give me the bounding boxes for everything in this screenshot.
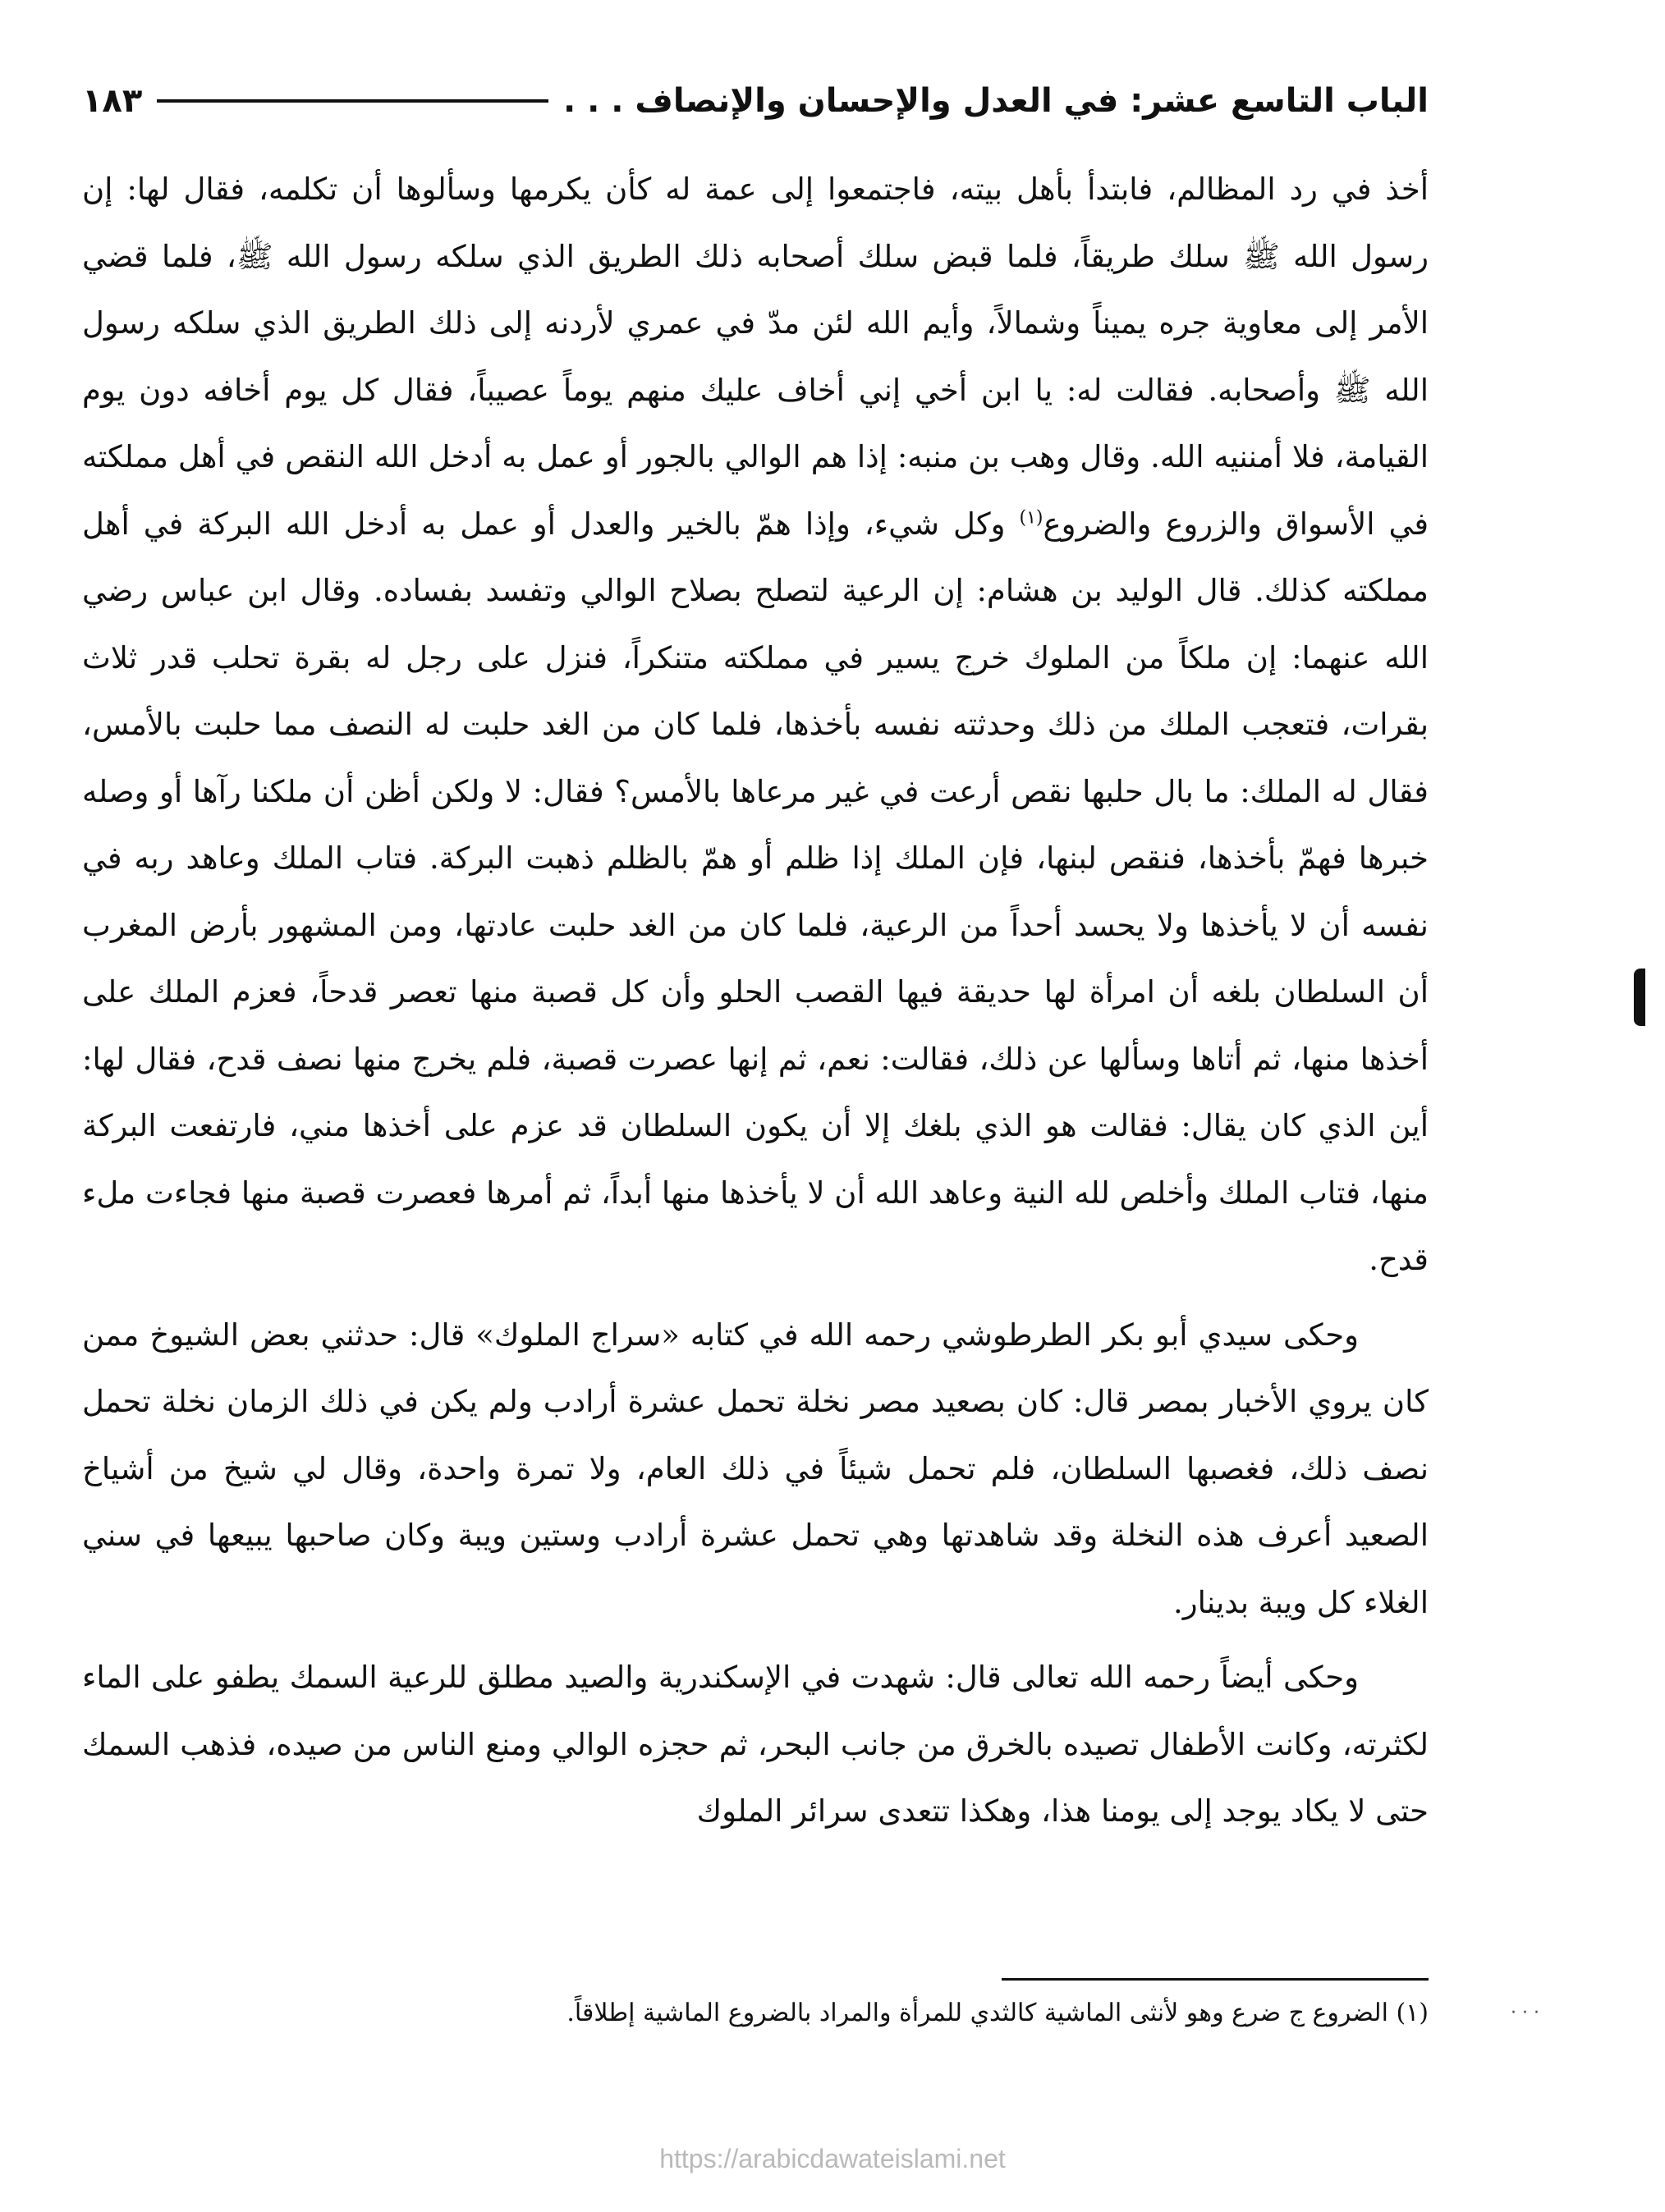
footnote: (١) الضروع ج ضرع وهو لأنثى الماشية كالثدي للمرأة والمراد بالضروع الماشية إطلاقاً. xyxy=(566,1999,1429,2027)
paragraph-1-part-1: أخذ في رد المظالم، فابتدأ بأهل بيته، فاجتمعوا إلى عمة له كأن يكرمها وسألوها أن تكلمه، فقال لها: إن رسول الله ﷺ سلك طريقاً، فلما قبض سلك أصحابه ذلك الطريق الذي سلكه رسول الله ﷺ، فلما قضي الأمر إلى معاوية جره يميناً وشمالاً، وأيم الله لئن مدّ في عمري لأردنه إلى ذلك الطريق الذي سلكه رسول الله ﷺ وأصحابه. فقالت له: يا ابن أخي إني أخاف عليك منهم يوماً عصيباً، فقال كل يوم أخافه دون يوم القيامة، فلا أمننيه الله. وقال وهب بن منبه: إذا هم الوالي بالجور أو عمل به أدخل الله النقص في أهل مملكته في الأسواق والزروع والضروع xyxy=(82,172,1429,542)
footnote-divider xyxy=(1002,1978,1429,1981)
header-rule xyxy=(157,99,548,103)
page-number: ١٨٣ xyxy=(82,82,143,120)
scan-specks: · · · xyxy=(1511,2003,1539,2023)
scan-binding-mark xyxy=(1634,969,1645,1026)
paragraph-1-part-2: وكل شيء، وإذا همّ بالخير والعدل أو عمل به أدخل الله البركة في أهل مملكته كذلك. قال الوليد بن هشام: إن الرعية لتصلح بصلاح الوالي وتفسد بفساده. وقال ابن عباس رضي الله عنهما: إن ملكاً من الملوك خرج يسير في مملكته متنكراً، فنزل على رجل له بقرة تحلب قدر ثلاث بقرات، فتعجب الملك من ذلك وحدثته نفسه بأخذها، فلما كان من الغد حلبت له النصف مما حلبت بالأمس، فقال له الملك: ما بال حلبها نقص أرعت في غير مرعاها بالأمس؟ فقال: لا ولكن أظن أن ملكنا رآها أو وصله خبرها فهمّ بأخذها، فنقص لبنها، فإن الملك إذا ظلم أو همّ بالظلم ذهبت البركة. فتاب الملك وعاهد ربه في نفسه أن لا يأخذها ولا يحسد أحداً من الرعية، فلما كان من الغد حلبت عادتها، ومن المشهور بأرض المغرب أن السلطان بلغه أن امرأة لها حديقة فيها القصب الحلو وأن كل قصبة منها تعصر قدحاً، فعزم الملك على أخذها منها، ثم أتاها وسألها عن ذلك، فقالت: نعم، ثم إنها عصرت قصبة، فلم يخرج منها نصف قدح، فقال لها: أين الذي كان يقال: فقالت هو الذي بلغك إلا أن يكون السلطان قد عزم على أخذها مني، فارتفعت البركة منها، فتاب الملك وأخلص لله النية وعاهد الله أن لا يأخذها منها أبداً، ثم أمرها فعصرت قصبة منها فجاءت ملء قدح. xyxy=(82,506,1429,1277)
paragraph-3: وحكى أيضاً رحمه الله تعالى قال: شهدت في الإسكندرية والصيد مطلق للرعية السمك يطفو على الماء لكثرته، وكانت الأطفال تصيده بالخرق من جانب البحر، ثم حجزه الوالي ومنع الناس من صيده، فذهب السمك حتى لا يكاد يوجد إلى يومنا هذا، وهكذا تتعدى سرائر الملوك xyxy=(82,1660,1429,1829)
main-text xyxy=(82,156,1429,1845)
footnote-reference[interactable]: (١) xyxy=(1019,507,1043,529)
website-watermark: https://arabicdawateislami.net xyxy=(659,2144,1006,2173)
paragraph-2: وحكى سيدي أبو بكر الطرطوشي رحمه الله في كتابه «سراج الملوك» قال: حدثني بعض الشيوخ ممن كان يروي الأخبار بمصر قال: كان بصعيد مصر نخلة تحمل عشرة أرادب ولم يكن في ذلك الزمان نخلة تحمل نصف ذلك، فغصبها السلطان، فلم تحمل شيئاً في ذلك العام، ولا تمرة واحدة، وقال لي شيخ من أشياخ الصعيد أعرف هذه النخلة وقد شاهدتها وهي تحمل عشرة أرادب وستين ويبة وكان صاحبها يبيعها في سني الغلاء كل ويبة بدينار. xyxy=(82,1317,1429,1620)
paragraph-1 xyxy=(82,156,1429,1294)
running-header xyxy=(82,72,1429,130)
chapter-title: الباب التاسع عشر: في العدل والإحسان والإنصاف . . . xyxy=(563,82,1429,120)
